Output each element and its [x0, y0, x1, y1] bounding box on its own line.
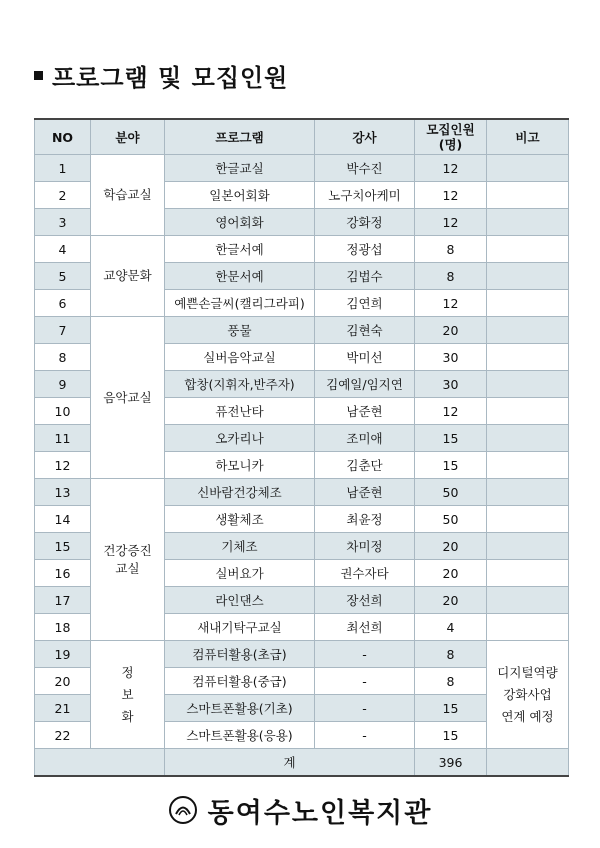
teacher-cell: 김법수 [315, 263, 415, 290]
teacher-cell: - [315, 668, 415, 695]
row-no-cell: 16 [35, 560, 91, 587]
program-cell: 라인댄스 [165, 587, 315, 614]
row-no-cell: 15 [35, 533, 91, 560]
teacher-cell: 강화정 [315, 209, 415, 236]
note-empty-cell [487, 614, 569, 641]
header-no: NO [35, 119, 91, 155]
teacher-cell: 노구치아케미 [315, 182, 415, 209]
header-field: 분야 [91, 119, 165, 155]
total-label-cell: 계 [165, 749, 415, 777]
row-no-cell: 10 [35, 398, 91, 425]
row-no-cell: 5 [35, 263, 91, 290]
note-empty-cell [487, 371, 569, 398]
count-cell: 15 [415, 695, 487, 722]
note-empty-cell [487, 317, 569, 344]
teacher-cell: 김연희 [315, 290, 415, 317]
category-cell: 교양문화 [91, 236, 165, 317]
note-empty-cell [487, 344, 569, 371]
teacher-cell: 박수진 [315, 155, 415, 182]
row-no-cell: 20 [35, 668, 91, 695]
note-empty-cell [487, 452, 569, 479]
table-row [35, 236, 569, 263]
note-empty-cell [487, 209, 569, 236]
program-cell: 일본어회화 [165, 182, 315, 209]
total-count-cell: 396 [415, 749, 487, 777]
program-cell: 실버요가 [165, 560, 315, 587]
row-no-cell: 3 [35, 209, 91, 236]
note-empty-cell [487, 182, 569, 209]
note-cell: 디지털역량 강화사업 연계 예정 [487, 641, 569, 749]
note-empty-cell [487, 155, 569, 182]
table-body [35, 155, 569, 777]
teacher-cell: 김춘단 [315, 452, 415, 479]
row-no-cell: 21 [35, 695, 91, 722]
total-row [35, 749, 569, 777]
total-blank-cell [35, 749, 165, 777]
category-cell: 음악교실 [91, 317, 165, 479]
row-no-cell: 2 [35, 182, 91, 209]
row-no-cell: 7 [35, 317, 91, 344]
program-cell: 하모니카 [165, 452, 315, 479]
row-no-cell: 8 [35, 344, 91, 371]
row-no-cell: 14 [35, 506, 91, 533]
row-no-cell: 4 [35, 236, 91, 263]
teacher-cell: - [315, 695, 415, 722]
row-no-cell: 22 [35, 722, 91, 749]
note-empty-cell [487, 506, 569, 533]
teacher-cell: - [315, 722, 415, 749]
table-row [35, 479, 569, 506]
category-cell: 학습교실 [91, 155, 165, 236]
header-note: 비고 [487, 119, 569, 155]
teacher-cell: 김현숙 [315, 317, 415, 344]
teacher-cell: 조미애 [315, 425, 415, 452]
count-cell: 8 [415, 668, 487, 695]
title-bullet-icon [34, 71, 43, 80]
count-cell: 50 [415, 506, 487, 533]
total-note-cell [487, 749, 569, 777]
count-cell: 20 [415, 317, 487, 344]
count-cell: 15 [415, 722, 487, 749]
program-cell: 생활체조 [165, 506, 315, 533]
title-block [34, 58, 288, 93]
teacher-cell: 최선희 [315, 614, 415, 641]
program-cell: 한문서예 [165, 263, 315, 290]
row-no-cell: 6 [35, 290, 91, 317]
count-cell: 12 [415, 209, 487, 236]
note-empty-cell [487, 236, 569, 263]
note-empty-cell [487, 398, 569, 425]
teacher-cell: 최윤정 [315, 506, 415, 533]
count-cell: 8 [415, 641, 487, 668]
row-no-cell: 1 [35, 155, 91, 182]
note-empty-cell [487, 560, 569, 587]
program-cell: 스마트폰활용(기초) [165, 695, 315, 722]
page-title: 프로그램 및 모집인원 [52, 64, 289, 92]
program-cell: 오카리나 [165, 425, 315, 452]
category-cell: 건강증진 교실 [91, 479, 165, 641]
logo-emblem-icon [168, 795, 198, 825]
table-row [35, 317, 569, 344]
program-cell: 풍물 [165, 317, 315, 344]
note-empty-cell [487, 587, 569, 614]
institution-logo [142, 790, 458, 830]
count-cell: 12 [415, 155, 487, 182]
table-header-row [35, 119, 569, 155]
row-no-cell: 11 [35, 425, 91, 452]
program-cell: 기체조 [165, 533, 315, 560]
teacher-cell: 권수자타 [315, 560, 415, 587]
teacher-cell: 김예일/임지연 [315, 371, 415, 398]
teacher-cell: - [315, 641, 415, 668]
program-cell: 영어회화 [165, 209, 315, 236]
count-cell: 50 [415, 479, 487, 506]
count-cell: 12 [415, 290, 487, 317]
count-cell: 20 [415, 587, 487, 614]
table-row [35, 155, 569, 182]
note-empty-cell [487, 425, 569, 452]
teacher-cell: 박미선 [315, 344, 415, 371]
note-empty-cell [487, 263, 569, 290]
count-cell: 12 [415, 182, 487, 209]
note-empty-cell [487, 479, 569, 506]
teacher-cell: 남준현 [315, 398, 415, 425]
program-cell: 신바람건강체조 [165, 479, 315, 506]
header-teacher: 강사 [315, 119, 415, 155]
header-program: 프로그램 [165, 119, 315, 155]
category-cell: 정 보 화 [91, 641, 165, 749]
count-cell: 15 [415, 425, 487, 452]
count-cell: 4 [415, 614, 487, 641]
count-cell: 15 [415, 452, 487, 479]
header-count-label: 모집인원 (명) [426, 122, 475, 152]
teacher-cell: 남준현 [315, 479, 415, 506]
logo-text: 동여수노인복지관 [207, 797, 433, 829]
program-cell: 예쁜손글씨(캘리그라피) [165, 290, 315, 317]
row-no-cell: 19 [35, 641, 91, 668]
header-count [415, 119, 487, 155]
teacher-cell: 정광섭 [315, 236, 415, 263]
note-empty-cell [487, 533, 569, 560]
row-no-cell: 9 [35, 371, 91, 398]
program-cell: 한글교실 [165, 155, 315, 182]
program-table [34, 118, 569, 777]
count-cell: 8 [415, 263, 487, 290]
program-cell: 실버음악교실 [165, 344, 315, 371]
count-cell: 8 [415, 236, 487, 263]
teacher-cell: 장선희 [315, 587, 415, 614]
count-cell: 20 [415, 560, 487, 587]
count-cell: 20 [415, 533, 487, 560]
count-cell: 30 [415, 344, 487, 371]
count-cell: 12 [415, 398, 487, 425]
row-no-cell: 17 [35, 587, 91, 614]
row-no-cell: 18 [35, 614, 91, 641]
program-cell: 합창(지휘자,반주자) [165, 371, 315, 398]
note-empty-cell [487, 290, 569, 317]
row-no-cell: 13 [35, 479, 91, 506]
program-cell: 새내기탁구교실 [165, 614, 315, 641]
teacher-cell: 차미정 [315, 533, 415, 560]
program-cell: 퓨전난타 [165, 398, 315, 425]
table-row [35, 641, 569, 668]
program-cell: 컴퓨터활용(초급) [165, 641, 315, 668]
program-cell: 스마트폰활용(응용) [165, 722, 315, 749]
row-no-cell: 12 [35, 452, 91, 479]
count-cell: 30 [415, 371, 487, 398]
program-cell: 컴퓨터활용(중급) [165, 668, 315, 695]
program-cell: 한글서예 [165, 236, 315, 263]
